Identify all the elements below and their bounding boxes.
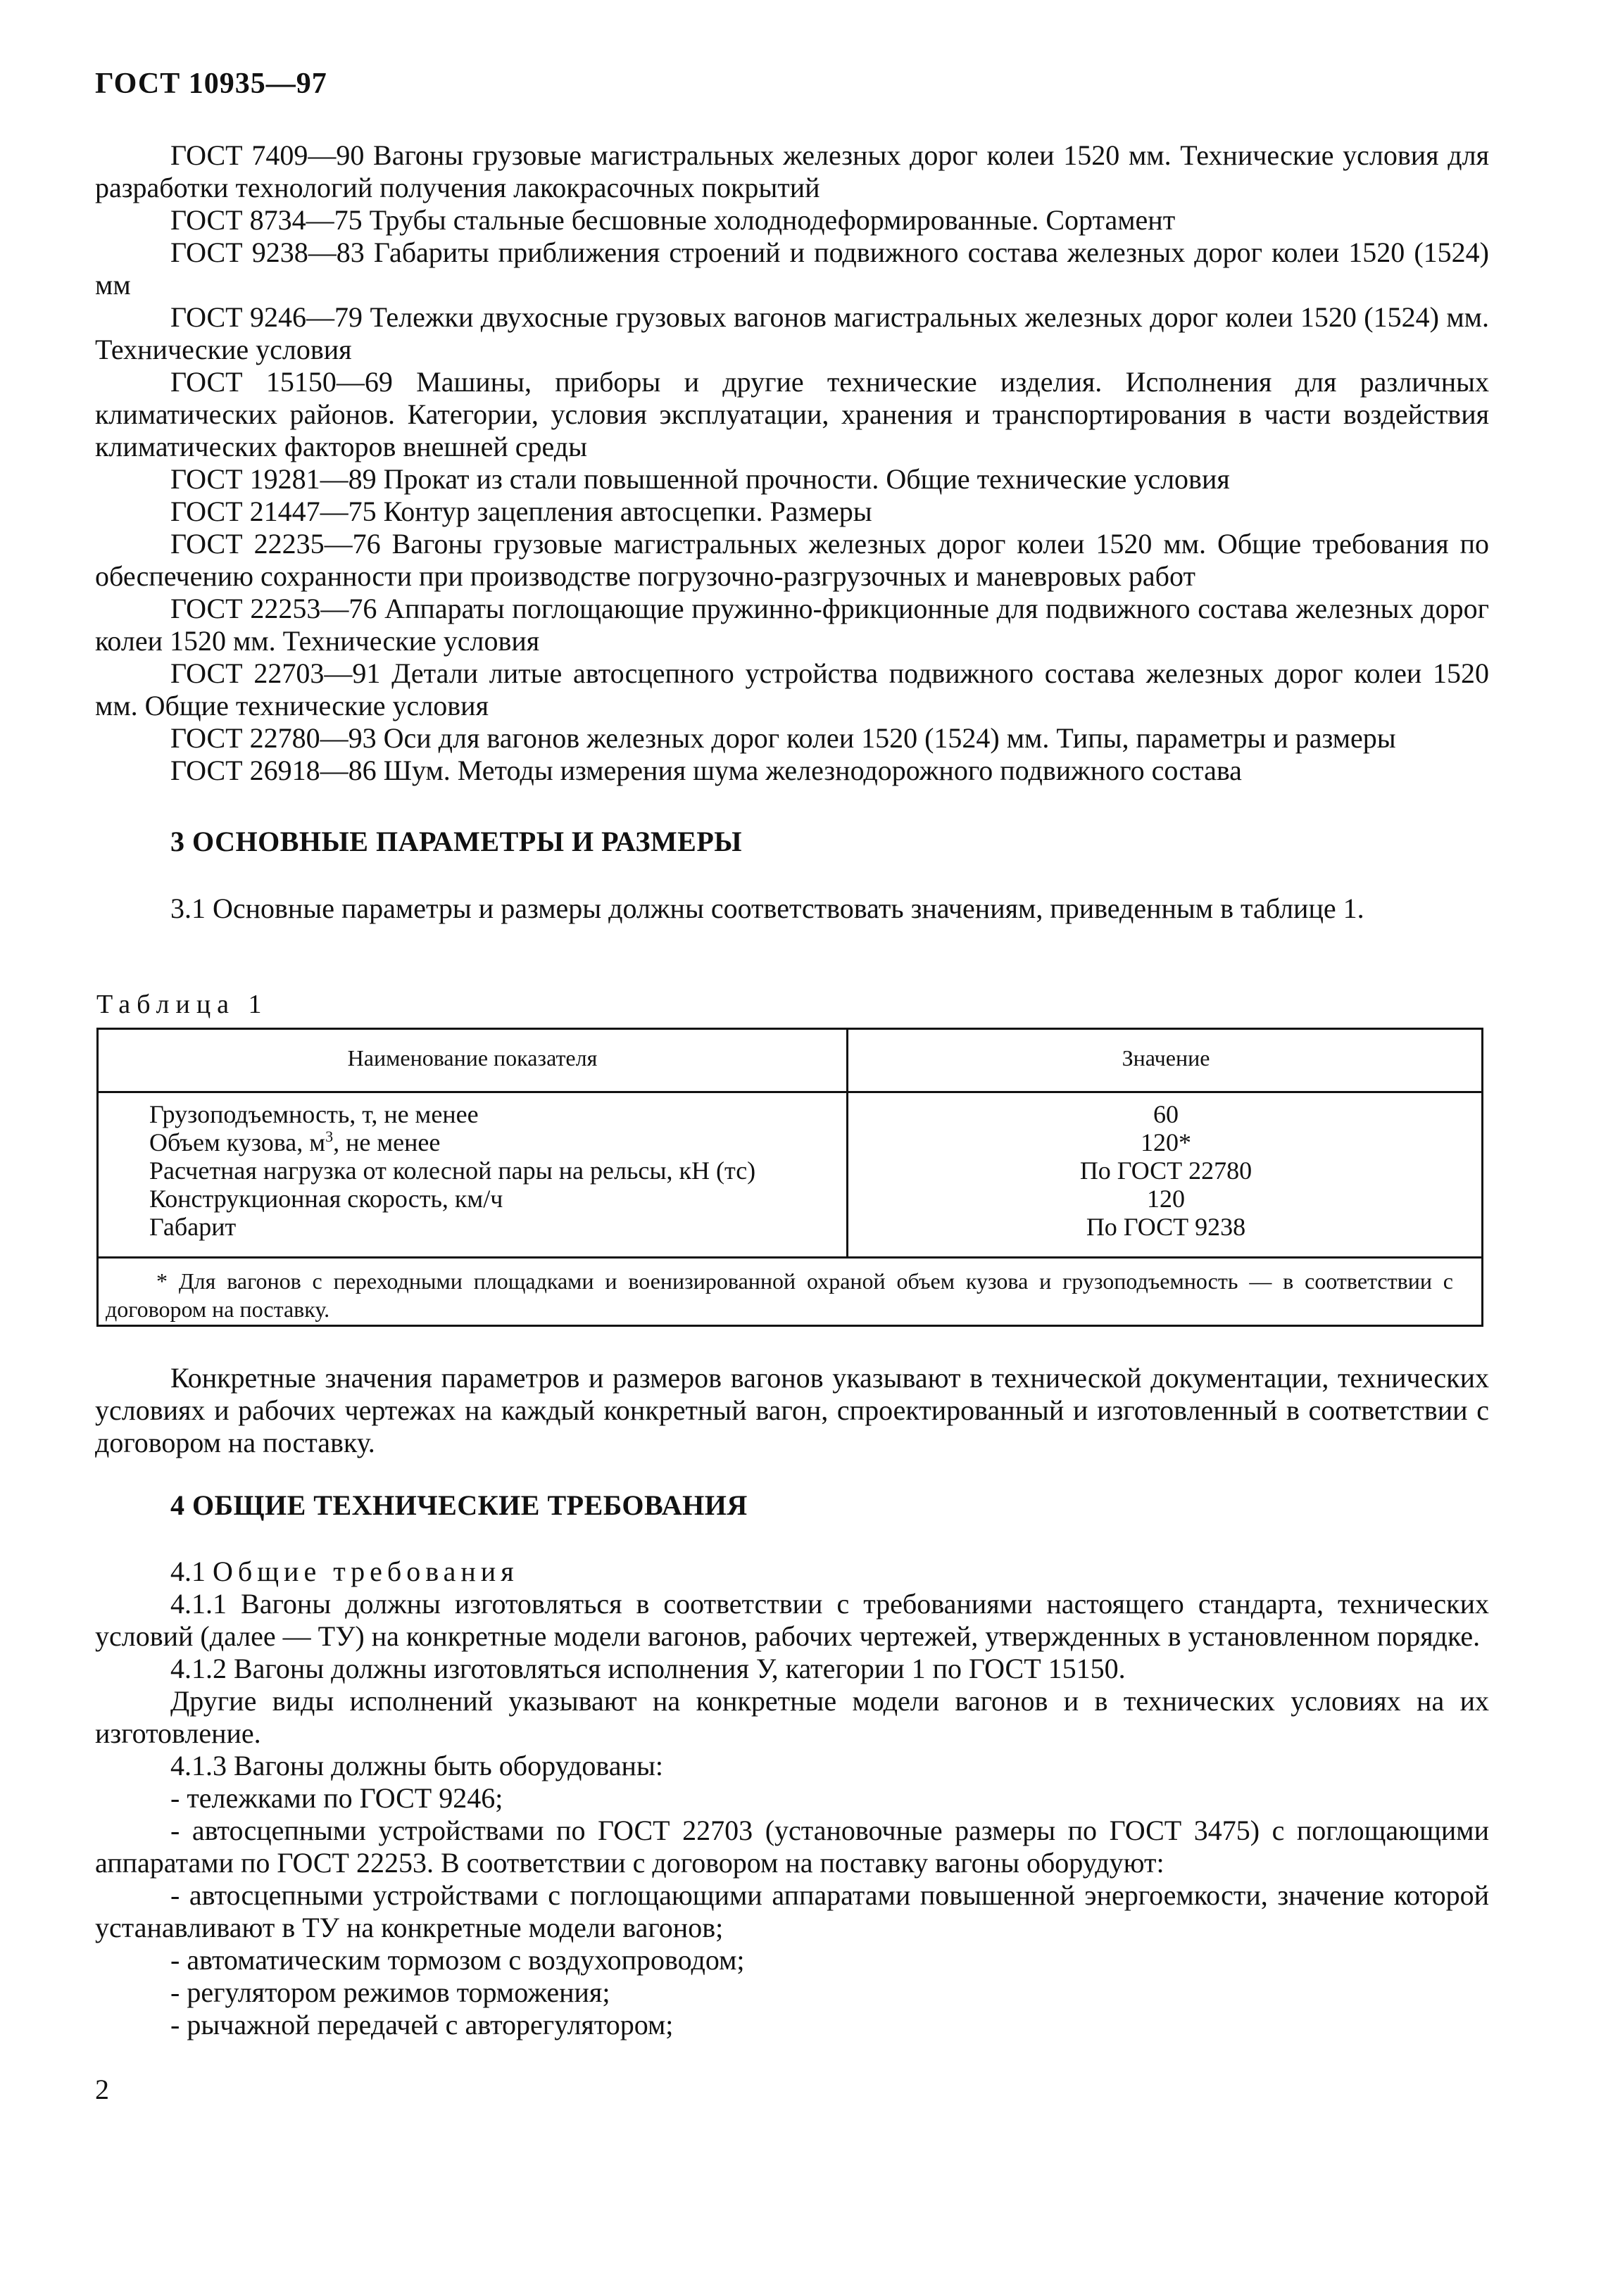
table-footnote: [99, 1256, 1481, 1327]
section-3-title: 3 ОСНОВНЫЕ ПАРАМЕТРЫ И РАЗМЕРЫ: [170, 826, 743, 857]
reference-item: ГОСТ 22235—76 Вагоны грузовые магистральных железных дорог колеи 1520 мм. Общие требования по обеспечению сохранности при производстве погрузочно-разгрузочных и маневровых работ: [95, 528, 1489, 592]
list-item: - автосцепными устройствами по ГОСТ 22703 (установочные размеры по ГОСТ 3475) с поглощающими аппаратами по ГОСТ 22253. В соответствии с договором на поставку вагоны оборудуют:: [95, 1815, 1489, 1879]
normative-references-list: [95, 139, 1489, 787]
list-item: - автоматическим тормозом с воздухопроводом;: [170, 1944, 745, 1976]
table-header-value: Значение: [1122, 1045, 1210, 1071]
reference-item: ГОСТ 9238—83 Габариты приближения строений и подвижного состава железных дорог колеи 1520 (1524) мм: [95, 236, 1489, 301]
after-table-paragraph: Конкретные значения параметров и размеров вагонов указывают в технической документации, технических условиях и рабочих чертежах на каждый конкретный вагон, спроектированный и изготовленный в соответствии с договором на поставку.: [95, 1362, 1489, 1458]
clause-4-1-1: 4.1.1 Вагоны должны изготовляться в соответствии с требованиями настоящего стандарта, технических условий (далее — ТУ) на конкретные модели вагонов, рабочих чертежей, утвержденных в установленном порядке.: [95, 1588, 1489, 1652]
table-cell-value: 120: [1147, 1185, 1185, 1213]
page-number: 2: [95, 2074, 109, 2105]
document-header-code: ГОСТ 10935—97: [95, 68, 327, 100]
table-row: [99, 1213, 1481, 1241]
table-row: [99, 1100, 1481, 1128]
table-header-row: [99, 1030, 1481, 1093]
clause-4-1-2-continued: Другие виды исполнений указывают на конкретные модели вагонов и в технических условиях на их изготовление.: [95, 1685, 1489, 1749]
section-4-body: [95, 1588, 1489, 2041]
reference-item: ГОСТ 8734—75 Трубы стальные бесшовные холоднодеформированные. Сортамент: [170, 204, 1176, 236]
table-header-name: Наименование показателя: [347, 1045, 598, 1071]
table-cell-name: Расчетная нагрузка от колесной пары на рельсы, кН (тс): [149, 1156, 756, 1185]
reference-item: ГОСТ 26918—86 Шум. Методы измерения шума железнодорожного подвижного состава: [170, 755, 1242, 786]
list-item: - автосцепными устройствами с поглощающими аппаратами повышенной энергоемкости, значение которой устанавливают в ТУ на конкретные модели вагонов;: [95, 1879, 1489, 1943]
table-cell-name: Грузоподъемность, т, не менее: [149, 1100, 479, 1128]
list-item: - рычажной передачей с авторегулятором;: [170, 2009, 674, 2040]
table-cell-name: [149, 1128, 440, 1156]
table-cell-value: 120*: [1141, 1128, 1191, 1156]
reference-item: ГОСТ 21447—75 Контур зацепления автосцепки. Размеры: [170, 496, 872, 527]
footnote-text: * Для вагонов с переходными площадками и военизированной охраной объем кузова и грузоподъемность — в соответствии с договором на поставку.: [106, 1268, 1453, 1322]
clause-4-1-2: 4.1.2 Вагоны должны изготовляться исполнения У, категории 1 по ГОСТ 15150.: [170, 1653, 1126, 1684]
table-row: [99, 1128, 1481, 1156]
table-cell-value: По ГОСТ 22780: [1079, 1156, 1252, 1185]
table-cell-name: Габарит: [149, 1213, 237, 1241]
table-caption: Таблица 1: [96, 990, 268, 1019]
section-4-title: 4 ОБЩИЕ ТЕХНИЧЕСКИЕ ТРЕБОВАНИЯ: [170, 1489, 748, 1521]
table-cell-value: По ГОСТ 9238: [1086, 1213, 1246, 1241]
reference-item: ГОСТ 22703—91 Детали литые автосцепного устройства подвижного состава железных дорог колеи 1520 мм. Общие технические условия: [95, 657, 1489, 721]
table-row: [99, 1185, 1481, 1213]
reference-item: ГОСТ 9246—79 Тележки двухосные грузовых вагонов магистральных железных дорог колеи 1520 (1524) мм. Технические условия: [95, 301, 1489, 365]
reference-item: ГОСТ 22253—76 Аппараты поглощающие пружинно-фрикционные для подвижного состава железных дорог колеи 1520 мм. Технические условия: [95, 593, 1489, 657]
reference-item: ГОСТ 15150—69 Машины, приборы и другие технические изделия. Исполнения для различных климатических районов. Категории, условия эксплуатации, хранения и транспортирования в части воздействия климатических факторов внешней среды: [95, 366, 1489, 462]
clause-4-1-3: 4.1.3 Вагоны должны быть оборудованы:: [170, 1750, 663, 1781]
list-item: - регулятором режимов торможения;: [170, 1976, 610, 2008]
reference-item: ГОСТ 19281—89 Прокат из стали повышенной прочности. Общие технические условия: [170, 463, 1230, 495]
section-3-paragraph: 3.1 Основные параметры и размеры должны соответствовать значениям, приведенным в таблице 1.: [170, 892, 1364, 924]
parameters-table: [96, 1028, 1483, 1327]
table-row: [99, 1156, 1481, 1185]
list-item: - тележками по ГОСТ 9246;: [170, 1782, 503, 1814]
subsection-title: Общие требования: [213, 1556, 519, 1587]
subsection-number: 4.1: [170, 1556, 206, 1587]
cell-text: Объем кузова, м: [149, 1128, 326, 1156]
subsection-4-1-heading: [95, 1556, 1489, 1588]
table-body: [99, 1100, 1481, 1241]
cell-text: , не менее: [333, 1128, 441, 1156]
table-cell-value: 60: [1153, 1100, 1179, 1128]
superscript-exponent: 3: [325, 1128, 334, 1145]
reference-item: ГОСТ 22780—93 Оси для вагонов железных дорог колеи 1520 (1524) мм. Типы, параметры и размеры: [170, 722, 1396, 754]
reference-item: ГОСТ 7409—90 Вагоны грузовые магистральных железных дорог колеи 1520 мм. Технические условия для разработки технологий получения лакокрасочных покрытий: [95, 139, 1489, 203]
table-cell-name: Конструкционная скорость, км/ч: [149, 1185, 503, 1213]
